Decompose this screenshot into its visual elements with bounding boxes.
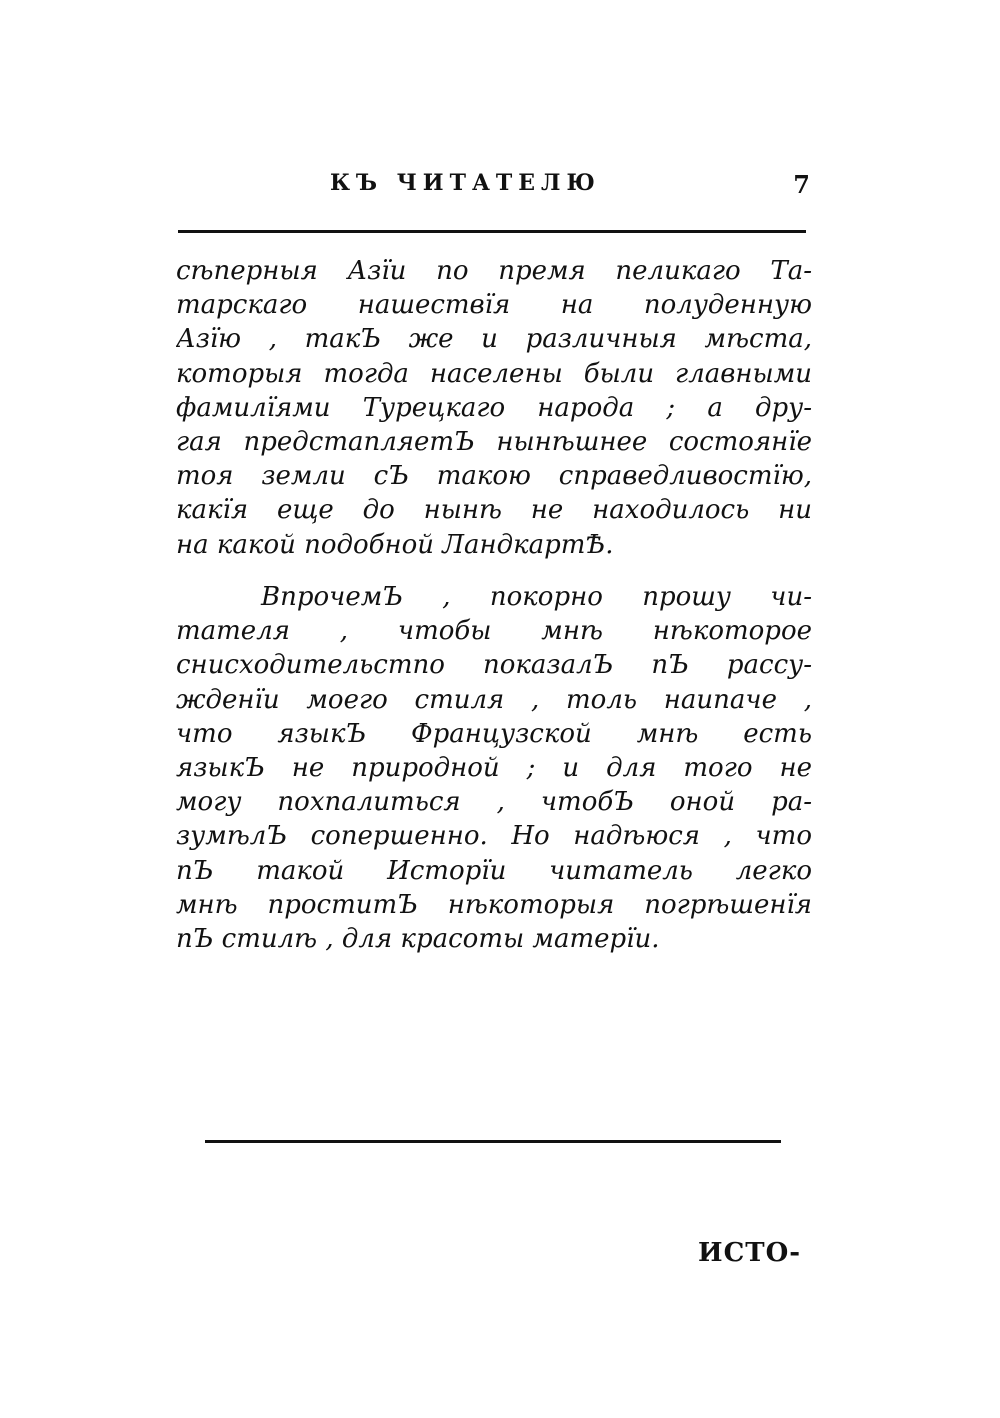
text-line: Азïю , такЪ же и различныя мѣста, bbox=[176, 324, 812, 355]
text-line: которыя тогда населены были главными bbox=[176, 358, 812, 389]
text-line: ВпрочемЪ , покорно прошу чи- bbox=[261, 582, 812, 612]
running-title: КЪ ЧИТАТЕЛЮ bbox=[330, 170, 601, 196]
text-line: жденïи моего стиля , толь наипаче , bbox=[176, 684, 812, 715]
text-line: что языкЪ Французской мнѣ есть bbox=[176, 718, 812, 749]
running-head bbox=[175, 170, 810, 204]
text-line: тоя земли сЪ такою справедливостïю, bbox=[176, 461, 812, 492]
text-line: могу похпалиться , чтобЪ оной ра- bbox=[176, 787, 812, 818]
text-line: фамилïями Турецкаго народа ; а дру- bbox=[176, 392, 812, 423]
text-line: какïя еще до нынѣ не находилось ни bbox=[176, 495, 812, 526]
text-line: тарскаго нашествïя на полуденную bbox=[176, 290, 812, 321]
text-line: языкЪ не природной ; и для того не bbox=[176, 752, 812, 783]
text-line: мнѣ проститЪ нѣкоторыя погрѣшенïя bbox=[176, 889, 812, 920]
page-number: 7 bbox=[793, 170, 810, 199]
text-line: пЪ такой Исторïи читатель легко bbox=[176, 855, 812, 886]
text-line: пЪ стилѣ , для красоты матерïи. bbox=[176, 923, 660, 954]
bottom-rule bbox=[205, 1140, 781, 1143]
text-line: сѣперныя Азïи по премя пеликаго Та- bbox=[176, 256, 812, 286]
text-line: на какой подобной ЛандкартѢ. bbox=[176, 529, 614, 560]
paragraph-1 bbox=[176, 254, 812, 562]
text-line: снисходительстпо показалЪ пЪ рассу- bbox=[176, 650, 812, 681]
top-rule bbox=[178, 230, 806, 233]
text-line: гая предстапляетЪ нынѣшнее состоянïе bbox=[176, 426, 812, 457]
catchword: ИСТО- bbox=[698, 1238, 802, 1268]
text-line: тателя , чтобы мнѣ нѣкоторое bbox=[176, 616, 812, 647]
paragraph-2 bbox=[176, 580, 812, 956]
text-line: зумѣлЪ сопершенно. Но надѣюся , что bbox=[176, 821, 812, 852]
